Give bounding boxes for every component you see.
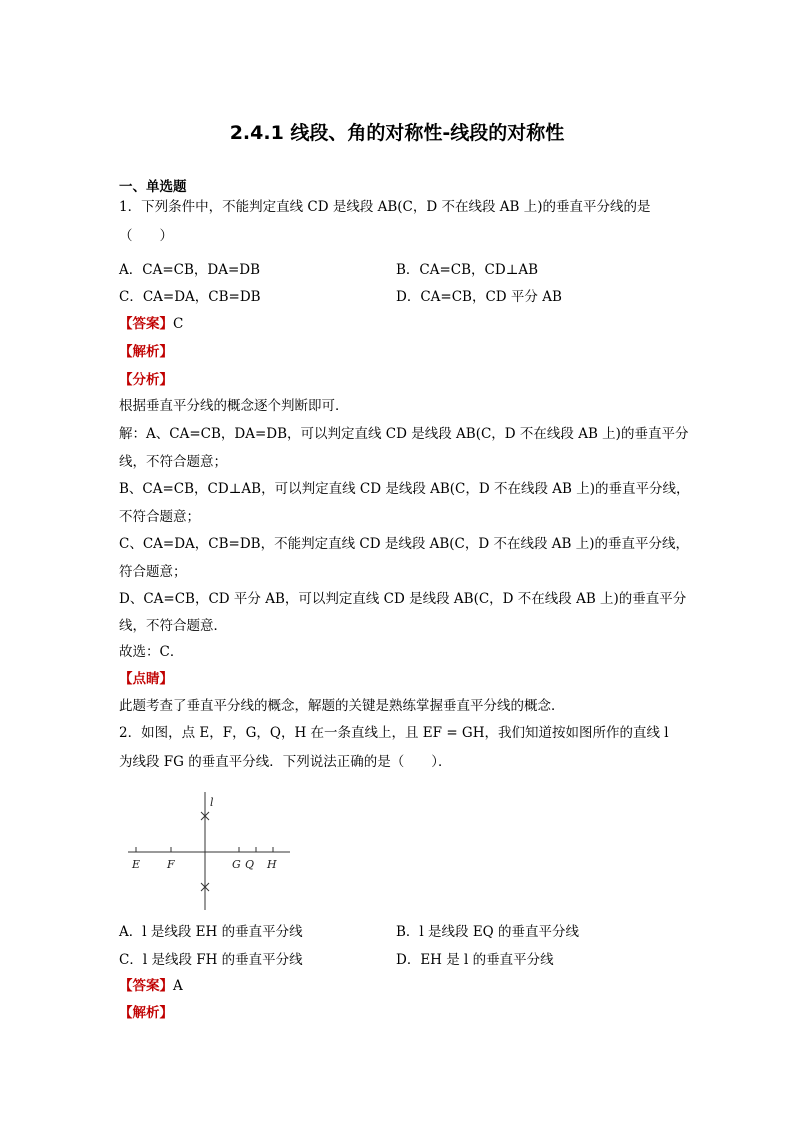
label-e: E [132,858,141,871]
q1-analysis-line: 符合题意； [119,564,187,580]
q1-analysis-line: B、CA=CB，CD⊥AB，可以判定直线 CD 是线段 AB(C，D 不在线段 AB 上)的垂直平分线， [119,481,690,497]
q1-answer-label: 【答案】 [119,316,173,332]
q1-analysis-line: 不符合题意； [119,509,200,525]
label-q: Q [245,858,255,871]
page-title: 2.4.1 线段、角的对称性-线段的对称性 [229,122,565,144]
q1-analysis-line: 解：A、CA=CB，DA=DB，可以判定直线 CD 是线段 AB(C，D 不在线段 AB 上)的垂直平分 [119,426,689,442]
q2-option-b: B．l 是线段 EQ 的垂直平分线 [396,924,580,940]
label-f: F [167,858,175,871]
q1-analysis-line: C、CA=DA，CB=DB，不能判定直线 CD 是线段 AB(C，D 不在线段 AB 上)的垂直平分线， [119,536,690,552]
section-heading: 一、单选题 [119,179,187,195]
q2-answer-label: 【答案】 [119,978,173,994]
q1-stem-line2: （ ） [119,228,173,244]
q1-answer-value: C [173,316,184,332]
q1-option-a: A．CA=CB，DA=DB [119,262,261,278]
q1-option-c: C．CA=DA，CB=DB [119,289,261,305]
q1-fenxi-label: 【分析】 [119,372,173,388]
label-g: G [232,858,241,871]
q2-jiexi-label: 【解析】 [119,1005,173,1021]
q1-option-b: B．CA=CB，CD⊥AB [396,262,539,278]
label-l: l [210,796,214,809]
q1-option-d: D．CA=CB，CD 平分 AB [396,289,562,305]
q1-dianjing-text: 此题考查了垂直平分线的概念，解题的关键是熟练掌握垂直平分线的概念． [119,698,565,714]
q2-option-a: A．l 是线段 EH 的垂直平分线 [119,924,303,940]
q1-answer [119,315,183,333]
q1-analysis-line: 线，不符合题意； [119,454,227,470]
q1-analysis-line: 线，不符合题意． [119,618,227,634]
q2-answer [119,977,183,995]
q1-analysis-line: D、CA=CB，CD 平分 AB，可以判定直线 CD 是线段 AB(C，D 不在线段 AB 上)的垂直平分 [119,591,687,607]
q2-stem-line1: 2．如图，点 E，F，G，Q，H 在一条直线上，且 EF = GH，我们知道按如图所作的直线 l [119,725,669,741]
q2-option-d: D．EH 是 l 的垂直平分线 [396,952,554,968]
q1-jiexi-label: 【解析】 [119,344,173,360]
label-h: H [267,858,277,871]
q1-dianjing-label: 【点睛】 [119,671,173,687]
q1-analysis-line: 故选：C． [119,644,184,660]
q2-option-c: C．l 是线段 FH 的垂直平分线 [119,952,303,968]
q1-analysis-line: 根据垂直平分线的概念逐个判断即可． [119,398,349,414]
perpendicular-bisector-figure [118,788,298,918]
q2-stem-line2: 为线段 FG 的垂直平分线．下列说法正确的是（ ）． [119,754,452,770]
q2-answer-value: A [173,978,183,994]
q1-stem-line1: 1．下列条件中，不能判定直线 CD 是线段 AB(C，D 不在线段 AB 上)的垂直平分线的是 [119,199,651,215]
